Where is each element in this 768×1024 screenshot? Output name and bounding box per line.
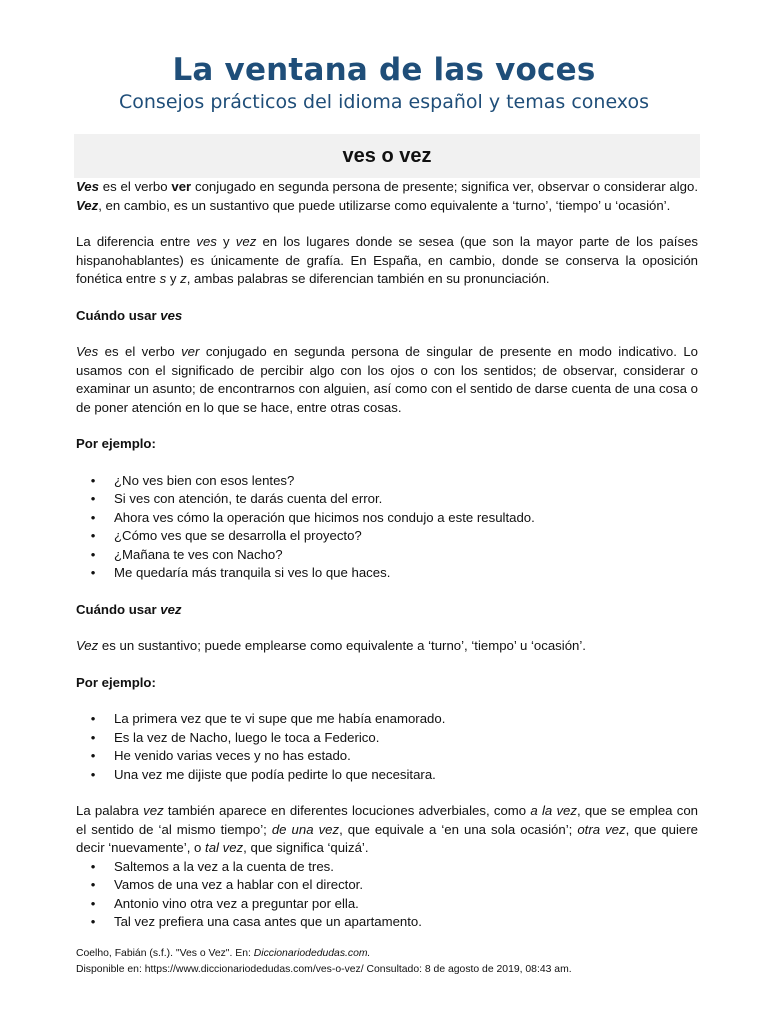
text-fragment: , que significa ‘quizá’. [243, 840, 369, 855]
term-vez: Vez [76, 197, 99, 213]
text-fragment: La diferencia entre [76, 234, 197, 249]
intro-paragraph-1 [76, 178, 698, 215]
list-item [76, 858, 698, 877]
list-item [76, 710, 698, 729]
heading-term: ves [160, 307, 183, 323]
section-heading-vez [76, 601, 698, 620]
list-item [76, 546, 698, 565]
list-item [76, 527, 698, 546]
list-item [76, 509, 698, 528]
examples-label-ves: Por ejemplo: [76, 436, 156, 451]
bullet-icon: • [90, 895, 96, 911]
bullet-icon: • [90, 546, 96, 562]
example-text: Ahora ves cómo la operación que hicimos nos condujo a este resultado. [114, 509, 535, 525]
article-title-banner [74, 134, 700, 178]
list-item [76, 564, 698, 583]
vez-examples-list [76, 710, 698, 784]
intro-paragraph-2 [76, 233, 698, 289]
heading-text: Cuándo usar [76, 307, 161, 323]
term-vez: vez [235, 234, 257, 249]
text-fragment: también aparece en diferentes locuciones adverbiales, como [163, 803, 531, 818]
bullet-icon: • [90, 528, 96, 543]
text-fragment: , que se emplea con el sentido de ‘al mismo tiempo’; [76, 803, 699, 837]
heading-term: vez [160, 601, 182, 617]
example-text: ¿Mañana te ves con Nacho? [114, 546, 283, 562]
locuciones-examples-list [76, 858, 698, 932]
text-fragment: es el verbo [98, 344, 182, 359]
text-fragment: es el verbo [98, 179, 172, 194]
list-item [76, 913, 698, 932]
bullet-icon: • [90, 509, 96, 525]
list-item [76, 472, 698, 491]
example-text: Saltemos a la vez a la cuenta de tres. [114, 858, 334, 874]
vez-definition [76, 637, 698, 656]
page-header [0, 0, 768, 116]
example-text: ¿No ves bien con esos lentes? [114, 472, 295, 488]
list-item [76, 766, 698, 785]
text-fragment: y [166, 271, 181, 286]
example-text: Vamos de una vez a hablar con el director. [114, 877, 363, 892]
section-heading-ves [76, 307, 698, 326]
term-ves: Ves [76, 179, 99, 194]
page-subtitle: Consejos prácticos del idioma español y temas conexos [118, 91, 649, 113]
examples-label-vez: Por ejemplo: [76, 674, 156, 690]
example-text: La primera vez que te vi supe que me había enamorado. [114, 711, 446, 726]
locution-tal-vez: tal vez [205, 840, 244, 855]
text-fragment: La palabra [76, 803, 144, 818]
bullet-icon: • [90, 877, 96, 892]
bullet-icon: • [90, 914, 96, 929]
example-text: Una vez me dijiste que podía pedirte lo que necesitara. [114, 766, 436, 782]
bullet-icon: • [90, 748, 96, 763]
ves-examples-list [76, 472, 698, 583]
text-fragment: y [216, 234, 236, 249]
example-text: Antonio vino otra vez a preguntar por ella. [114, 895, 359, 911]
text-fragment: , que equivale a ‘en una sola ocasión’; [339, 821, 578, 837]
bullet-icon: • [90, 711, 96, 726]
bullet-icon: • [90, 491, 96, 506]
bullet-icon: • [90, 766, 96, 782]
example-text: Si ves con atención, te darás cuenta del error. [114, 491, 383, 506]
citation-text: Coelho, Fabián (s.f.). "Ves o Vez". En: [76, 948, 254, 959]
availability-label: Disponible en: [76, 964, 145, 975]
text-fragment: conjugado en segunda persona de singular de presente en modo indicativo. Lo usamos con el significado de percibir algo con los ojos o con los sentidos; de observar, considerar o examinar un asunto; de encontrarnos con alguien, así como con el sentido de darse cuenta de una cosa o de poner atención en lo que se hace, entre otras cosas. [76, 344, 698, 415]
locution-otra-vez: otra vez [577, 821, 626, 837]
availability-line [76, 962, 572, 978]
consulted-date: Consultado: 8 de agosto de 2019, 08:43 am. [363, 964, 572, 975]
article-body [76, 178, 698, 932]
heading-text: Cuándo usar [76, 601, 161, 617]
list-item [76, 729, 698, 748]
example-text: Es la vez de Nacho, luego le toca a Federico. [114, 729, 380, 745]
page-title: La ventana de las voces [172, 52, 596, 88]
term-ver: ver [171, 179, 192, 194]
citation-line [76, 946, 572, 962]
example-text: ¿Cómo ves que se desarrolla el proyecto? [114, 528, 362, 543]
term-vez: Vez [76, 638, 99, 653]
locution-a-la-vez: a la vez [530, 803, 577, 818]
bullet-icon: • [90, 858, 96, 874]
text-fragment: , ambas palabras se diferencian también en su pronunciación. [186, 271, 550, 286]
text-fragment: conjugado en segunda persona de presente; significa ver, observar o considerar algo. [191, 179, 698, 194]
ves-definition [76, 343, 698, 417]
example-text: Me quedaría más tranquila si ves lo que haces. [114, 565, 391, 580]
term-ves: ves [196, 234, 217, 249]
citation-source: Diccionariodedudas.com. [253, 948, 371, 959]
citation-footer [76, 946, 572, 978]
example-text: Tal vez prefiera una casa antes que un apartamento. [114, 914, 422, 929]
list-item [76, 876, 698, 895]
example-text: He venido varias veces y no has estado. [114, 748, 351, 763]
bullet-icon: • [90, 565, 96, 580]
bullet-icon: • [90, 729, 96, 745]
text-fragment: es un sustantivo; puede emplearse como equivalente a ‘turno’, ‘tiempo’ u ‘ocasión’. [98, 638, 586, 653]
article-title: ves o vez [342, 144, 432, 167]
locution-de-una-vez: de una vez [271, 821, 340, 837]
list-item [76, 490, 698, 509]
text-fragment: , que quiere decir ‘nuevamente’, o [76, 821, 698, 855]
term-ver: ver [181, 344, 200, 359]
term-vez: vez [143, 803, 164, 818]
bullet-icon: • [90, 472, 96, 488]
text-fragment: , en cambio, es un sustantivo que puede utilizarse como equivalente a ‘turno’, ‘tiempo’ u ‘ocasión’. [98, 197, 671, 213]
letter-z: z [180, 271, 187, 286]
letter-s: s [159, 271, 167, 286]
list-item [76, 895, 698, 914]
term-ves: Ves [76, 344, 99, 359]
list-item [76, 747, 698, 766]
source-url[interactable]: https://www.diccionariodedudas.com/ves-o-vez/ [144, 964, 364, 975]
locuciones-paragraph [76, 802, 698, 858]
text-fragment: en los lugares donde se sesea (que son la mayor parte de los países hispanohablantes) es únicamente de grafía. En España, en cambio, donde se conserva la oposición fonética entre [76, 234, 698, 286]
